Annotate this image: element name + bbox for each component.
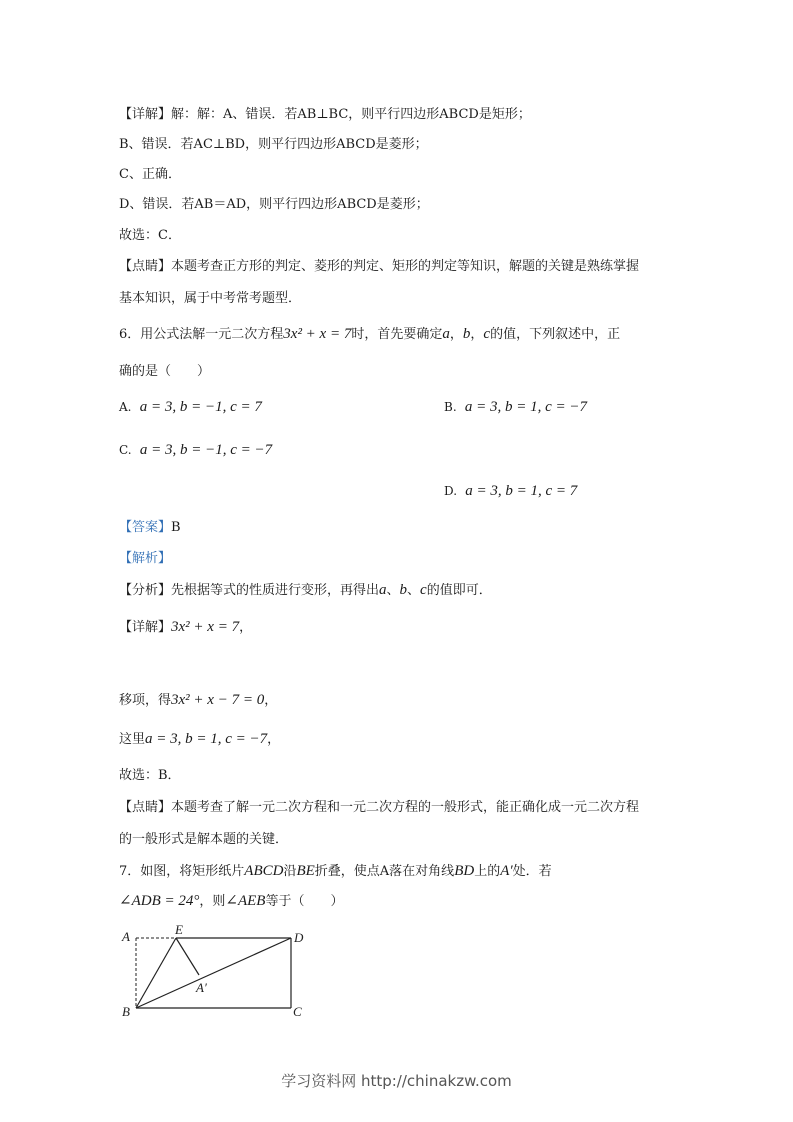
q6-var-a: a bbox=[442, 326, 450, 342]
q6-option-b bbox=[444, 398, 587, 417]
move-eq: 3x² + x − 7 = 0 bbox=[171, 692, 265, 708]
label-a-prime: A′ bbox=[196, 980, 207, 995]
dianjing-line-1: 【点睛】本题考查正方形的判定、菱形的判定、矩形的判定等知识，解题的关键是熟练掌握 bbox=[119, 259, 640, 274]
q6-move-line bbox=[119, 691, 277, 710]
fenxi-var-a: a bbox=[379, 582, 387, 598]
q6-stem-line-1 bbox=[119, 325, 620, 344]
q7-stem-line-2 bbox=[119, 892, 343, 911]
choose-line: 故选：C． bbox=[119, 228, 181, 243]
detail-line-4: D、错误．若AB＝AD，则平行四边形ABCD是菱形； bbox=[119, 197, 429, 212]
q7-l1a: 7．如图，将矩形纸片 bbox=[119, 864, 245, 879]
here-prefix: 这里 bbox=[119, 732, 146, 747]
detail-line-1: 【详解】解：解：A、错误．若AB⊥BC，则平行四边形ABCD是矩形； bbox=[119, 107, 531, 122]
q6-here-line bbox=[119, 730, 280, 749]
diagonal-bd bbox=[136, 938, 291, 1008]
q6-dianjing-line-1: 【点睛】本题考查了解一元二次方程和一元二次方程的一般形式，能正确化成一元二次方程 bbox=[119, 800, 640, 815]
q6-stem-line-2: 确的是（ ） bbox=[119, 364, 211, 379]
detail-line-2: B、错误．若AC⊥BD，则平行四边形ABCD是菱形； bbox=[119, 137, 428, 152]
q6-sep1: ， bbox=[449, 327, 463, 342]
detail-line-3: C、正确． bbox=[119, 167, 181, 182]
q6-var-b: b bbox=[462, 326, 471, 342]
label-a: A bbox=[122, 929, 130, 944]
q7-l1d: 上的 bbox=[474, 864, 501, 879]
dianjing-line-2: 基本知识，属于中考常考题型． bbox=[119, 291, 302, 306]
fenxi-var-c: c bbox=[420, 582, 427, 598]
option-letter: C. bbox=[119, 443, 132, 457]
here-end: ， bbox=[267, 732, 281, 747]
label-b: B bbox=[122, 1004, 130, 1019]
q6-sep2: ， bbox=[470, 327, 484, 342]
fenxi-sep1: 、 bbox=[386, 583, 400, 598]
option-letter: D. bbox=[444, 484, 458, 498]
q7-figure bbox=[115, 920, 315, 1020]
q6-suffix-b: 的值，下列叙述中，正 bbox=[490, 327, 621, 342]
q6-var-c: c bbox=[483, 326, 491, 342]
segment-ea-prime bbox=[176, 938, 199, 975]
detail-end: ， bbox=[239, 620, 253, 635]
option-text: a = 3, b = −1, c = 7 bbox=[139, 399, 262, 415]
fold-be bbox=[136, 938, 176, 1008]
fenxi-sep2: 、 bbox=[407, 583, 421, 598]
q7-l2c: 等于（ ） bbox=[265, 894, 344, 909]
q7-angle-given: ∠ADB = 24° bbox=[119, 893, 200, 909]
move-prefix: 移项，得 bbox=[119, 693, 172, 708]
q6-choose-line: 故选：B． bbox=[119, 768, 181, 783]
analysis-tag: 【解析】 bbox=[119, 551, 172, 566]
q6-detail-line bbox=[119, 618, 252, 637]
footer-watermark: 学习资料网 http://chinakzw.com bbox=[281, 1072, 512, 1090]
q7-l1e: 处．若 bbox=[512, 864, 552, 879]
q6-option-a bbox=[119, 398, 262, 417]
detail-tag: 【详解】 bbox=[119, 620, 172, 635]
q6-option-c bbox=[119, 441, 272, 460]
q6-dianjing-line-2: 的一般形式是解本题的关键． bbox=[119, 832, 289, 847]
option-text: a = 3, b = −1, c = −7 bbox=[139, 442, 273, 458]
q6-prefix: 6．用公式法解一元二次方程 bbox=[119, 327, 284, 342]
fenxi-var-b: b bbox=[399, 582, 408, 598]
q7-abcd: ABCD bbox=[244, 863, 284, 879]
move-end: ， bbox=[264, 693, 278, 708]
q7-l1c: 折叠，使点A落在对角线 bbox=[314, 864, 455, 879]
option-letter: A. bbox=[119, 400, 132, 414]
label-c: C bbox=[293, 1004, 302, 1019]
fenxi-b: 的值即可． bbox=[426, 583, 492, 598]
q6-option-d bbox=[444, 482, 577, 501]
detail-eq: 3x² + x = 7 bbox=[171, 619, 240, 635]
option-letter: B. bbox=[444, 400, 457, 414]
label-e: E bbox=[175, 922, 183, 937]
fenxi-a: 【分析】先根据等式的性质进行变形，再得出 bbox=[119, 583, 380, 598]
q6-suffix-a: 时，首先要确定 bbox=[351, 327, 443, 342]
q7-be: BE bbox=[296, 863, 315, 879]
answer-value: B bbox=[171, 520, 181, 535]
q6-equation: 3x² + x = 7 bbox=[283, 326, 352, 342]
label-d: D bbox=[294, 930, 304, 945]
q7-angle-ask: ∠AEB bbox=[225, 893, 266, 909]
q7-l2b: ，则 bbox=[199, 894, 226, 909]
answer-tag: 【答案】 bbox=[119, 520, 172, 535]
option-text: a = 3, b = 1, c = 7 bbox=[465, 483, 578, 499]
q6-fenxi-line bbox=[119, 581, 492, 600]
q7-aprime: A′ bbox=[500, 863, 513, 879]
q6-answer-line bbox=[119, 519, 181, 537]
q7-l1b: 沿 bbox=[283, 864, 297, 879]
option-text: a = 3, b = 1, c = −7 bbox=[464, 399, 588, 415]
q7-bd: BD bbox=[454, 863, 475, 879]
q7-stem-line-1 bbox=[119, 862, 552, 881]
here-eq: a = 3, b = 1, c = −7 bbox=[145, 731, 268, 747]
